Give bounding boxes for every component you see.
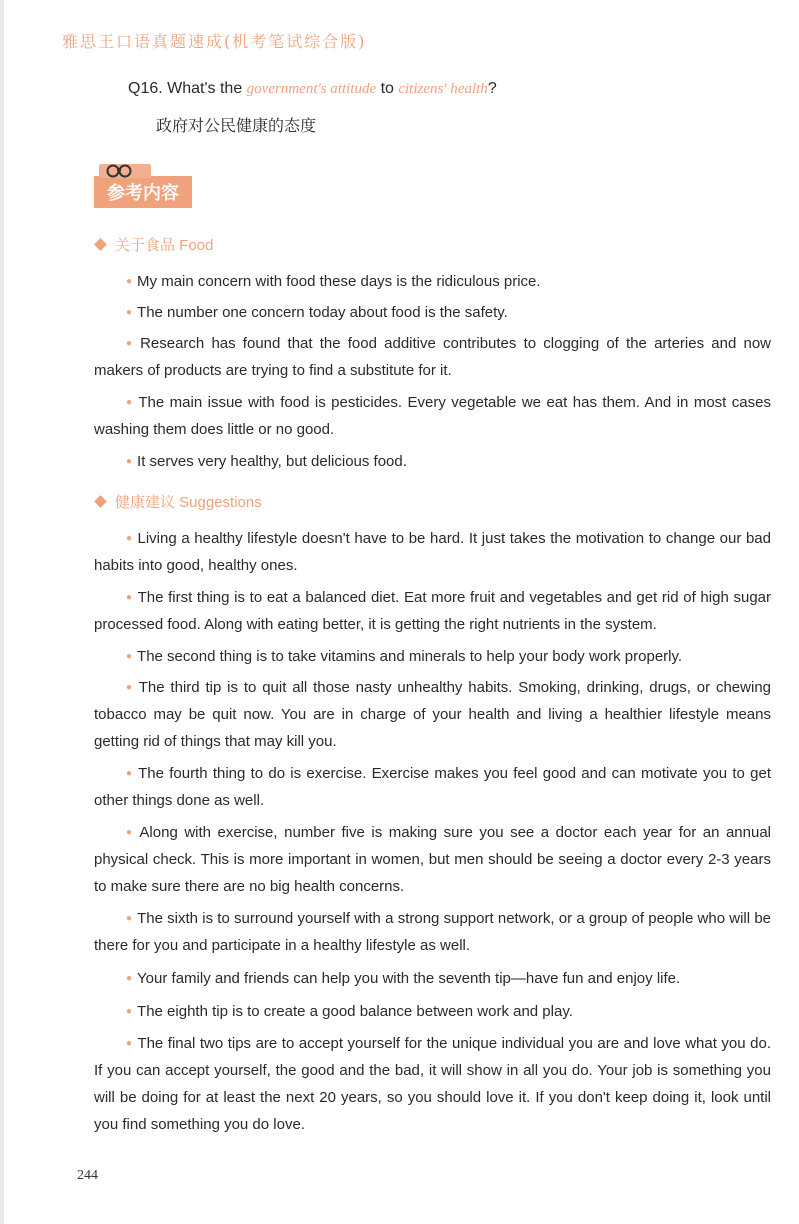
question-term-citizens: citizens' health [398,81,488,97]
reference-label: 参考内容 [94,176,192,208]
question-suffix: ? [487,80,497,97]
question-chinese: 政府对公民健康的态度 [156,118,317,135]
question-prefix: Q16. What's the [128,80,243,97]
dot-bullet-icon: ● [126,592,133,603]
dot-bullet-icon: ● [126,397,134,408]
section-title: 关于食品 Food [115,237,214,254]
list-item: ● The final two tips are to accept yourself for the unique individual you are and love what you do. If you can accept yourself, the good and the bad, it will show in all you do. Your job is something you will be doing for at least the next 20 years, so you should love it. If you don't keep doing it, look until you find something you do love. [94,1035,771,1133]
page-number: 244 [77,1168,98,1183]
section-title: 健康建议 Suggestions [115,494,262,511]
reference-badge [94,164,192,208]
question-term-government: government's attitude [246,81,377,97]
dot-bullet-icon: ● [126,682,134,693]
dot-bullet-icon: ● [126,1006,133,1017]
dot-bullet-icon: ● [126,276,133,287]
question-middle: to [380,80,394,97]
list-item: ● The main issue with food is pesticides. Every vegetable we eat has them. And in most cases washing them does little or no good. [94,394,771,438]
dot-bullet-icon: ● [126,338,136,349]
dot-bullet-icon: ● [126,1038,133,1049]
list-item: ● Along with exercise, number five is making sure you see a doctor each year for an annual physical check. This is more important in women, but men should be seeing a doctor every 2-3 years to make sure there are no big health concerns. [94,824,771,895]
running-header: 雅思王口语真题速成(机考笔试综合版) [62,32,367,51]
list-item: ● The fourth thing to do is exercise. Exercise makes you feel good and can motivate you to get other things done as well. [94,765,771,809]
dot-bullet-icon: ● [126,533,133,544]
list-item: ● Your family and friends can help you with the seventh tip—have fun and enjoy life. [126,970,681,987]
dot-bullet-icon: ● [126,913,133,924]
list-item: ● Research has found that the food additive contributes to clogging of the arteries and now makers of products are trying to find a substitute for it. [94,335,771,379]
list-item: ● The first thing is to eat a balanced diet. Eat more fruit and vegetables and get rid of high sugar processed food. Along with eating better, it is getting the right nutrients in the system. [94,589,771,633]
list-item: ● The second thing is to take vitamins and minerals to help your body work properly. [126,648,683,665]
list-item: ● The number one concern today about food is the safety. [126,304,508,321]
list-item: ● The sixth is to surround yourself with a strong support network, or a group of people who will be there for you and participate in a healthy lifestyle as well. [94,910,772,954]
binoculars-icon [104,162,138,178]
dot-bullet-icon: ● [126,768,134,779]
dot-bullet-icon: ● [126,651,133,662]
dot-bullet-icon: ● [126,973,133,984]
list-item: ● The eighth tip is to create a good balance between work and play. [126,1003,573,1020]
list-item: ● The third tip is to quit all those nasty unhealthy habits. Smoking, drinking, drugs, or chewing tobacco may be quit now. You are in charge of your health and living a healthier lifestyle means getting rid of things that may kill you. [94,679,771,750]
page-binding-edge [0,0,4,1224]
question-q16 [128,80,497,98]
list-item: ● It serves very healthy, but delicious food. [126,453,407,470]
diamond-bullet-icon [94,495,107,508]
dot-bullet-icon: ● [126,456,133,467]
dot-bullet-icon: ● [126,307,133,318]
dot-bullet-icon: ● [126,827,135,838]
section-heading-food [94,234,213,255]
section-heading-suggestions [94,491,262,512]
list-item: ● Living a healthy lifestyle doesn't have to be hard. It just takes the motivation to change our bad habits into good, healthy ones. [94,530,771,574]
diamond-bullet-icon [94,238,107,251]
list-item: ● My main concern with food these days is the ridiculous price. [126,273,541,290]
